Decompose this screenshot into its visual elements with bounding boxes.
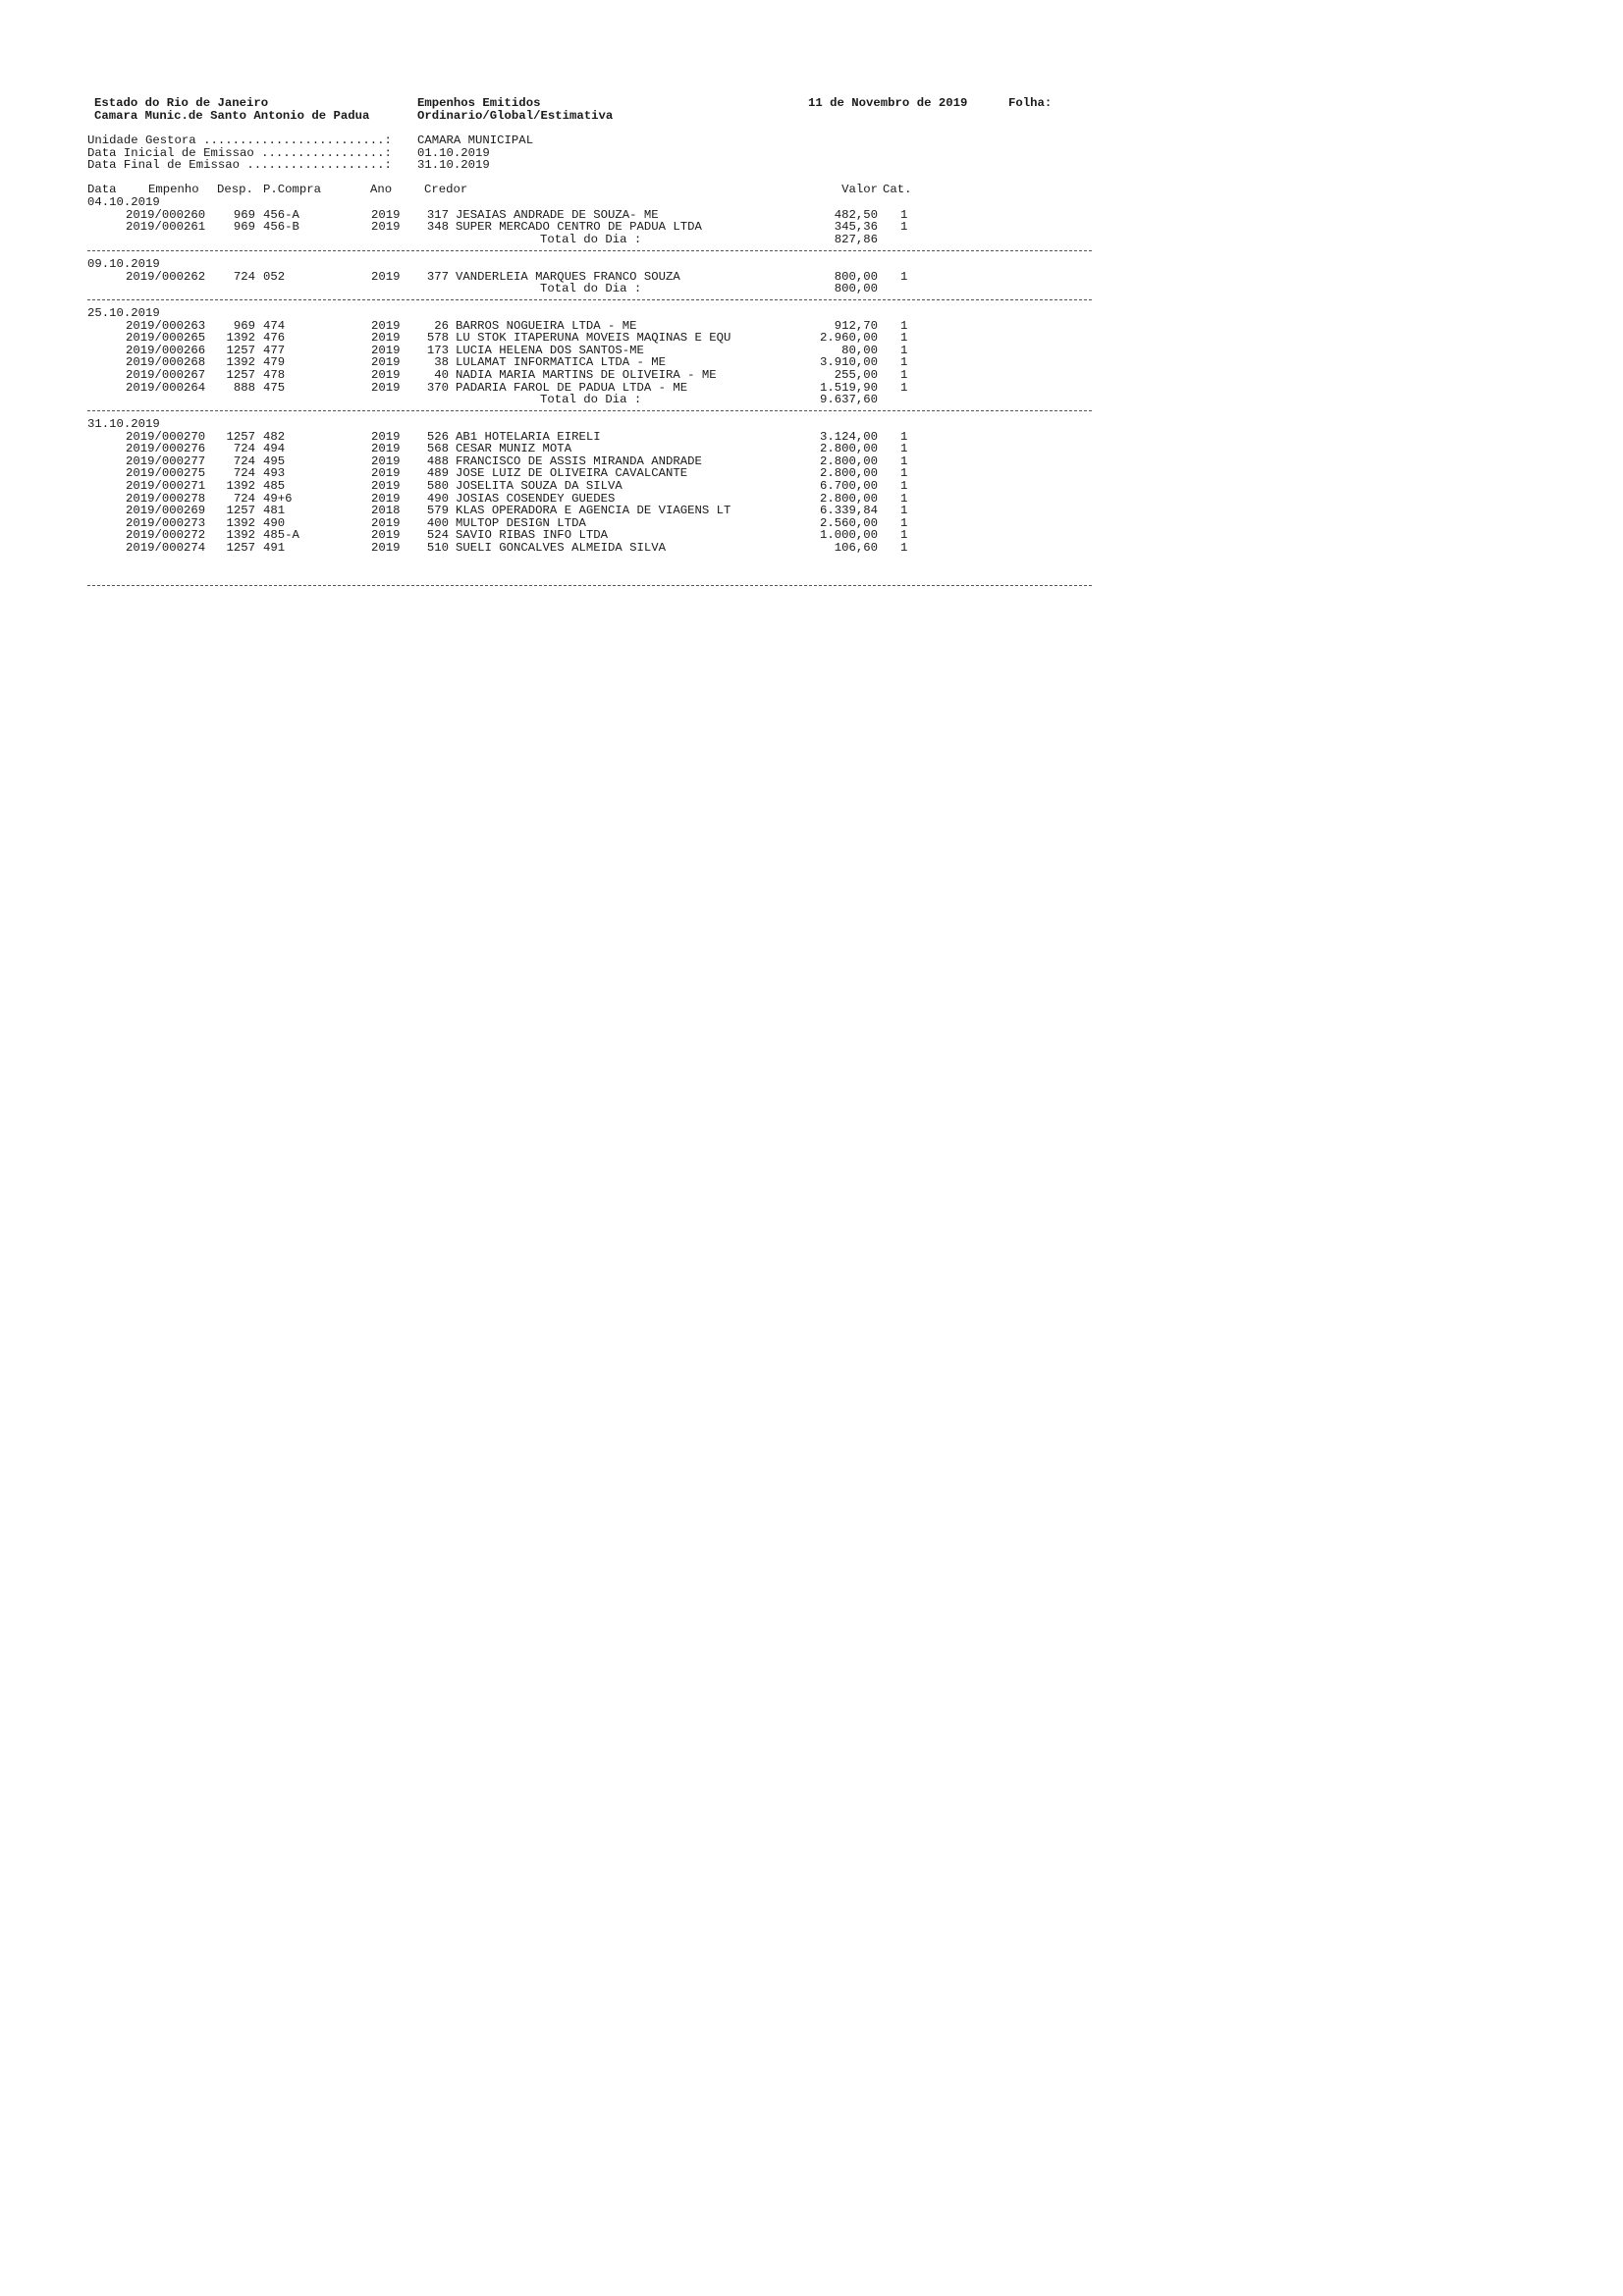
total-label: Total do Dia :	[540, 393, 642, 407]
section-separator	[87, 585, 1092, 586]
ano-value: 2019	[371, 541, 401, 555]
credor-code: 526	[426, 429, 449, 444]
credor-name: PADARIA FAROL DE PADUA LTDA - ME	[456, 380, 688, 395]
pcompra-code: 476	[263, 331, 286, 346]
credor-name: JOSELITA SOUZA DA SILVA	[456, 479, 622, 493]
cat-value: 1	[900, 442, 908, 456]
total-amount: 9.637,60	[819, 393, 878, 407]
col-header-cat: Cat.	[883, 183, 912, 196]
cat-value: 1	[900, 541, 908, 555]
valor-amount: 2.800,00	[819, 454, 878, 468]
credor-code: 317	[426, 207, 449, 222]
cat-value: 1	[900, 355, 908, 370]
cat-value: 1	[900, 207, 908, 222]
valor-amount: 3.910,00	[819, 355, 878, 370]
desp-code: 1257	[226, 504, 255, 518]
ano-value: 2019	[371, 368, 401, 382]
desp-code: 1392	[226, 355, 255, 370]
cat-value: 1	[900, 331, 908, 346]
credor-code: 568	[426, 442, 449, 456]
desp-code: 1257	[226, 541, 255, 555]
cat-value: 1	[900, 479, 908, 493]
pcompra-code: 475	[263, 380, 286, 395]
credor-code: 377	[426, 269, 449, 284]
valor-amount: 2.960,00	[819, 331, 878, 346]
pcompra-code: 456-B	[263, 220, 299, 235]
ano-value: 2019	[371, 207, 401, 222]
empenho-number: 2019/000277	[126, 454, 206, 468]
ano-value: 2018	[371, 504, 401, 518]
pcompra-code: 493	[263, 466, 286, 481]
ano-value: 2019	[371, 331, 401, 346]
folha-label: Folha:	[1008, 96, 1053, 110]
section-separator	[87, 410, 1092, 411]
credor-name: AB1 HOTELARIA EIRELI	[456, 429, 601, 444]
valor-amount: 2.800,00	[819, 491, 878, 506]
valor-amount: 482,50	[834, 207, 878, 222]
credor-code: 510	[426, 541, 449, 555]
desp-code: 1392	[226, 479, 255, 493]
valor-amount: 106,60	[834, 541, 878, 555]
ano-value: 2019	[371, 479, 401, 493]
desp-code: 1392	[226, 515, 255, 530]
credor-name: CESAR MUNIZ MOTA	[456, 442, 572, 456]
credor-name: SUELI GONCALVES ALMEIDA SILVA	[456, 541, 667, 555]
credor-name: BARROS NOGUEIRA LTDA - ME	[456, 318, 637, 333]
empenho-number: 2019/000270	[126, 429, 206, 444]
empenho-number: 2019/000275	[126, 466, 206, 481]
ano-value: 2019	[371, 515, 401, 530]
desp-code: 1257	[226, 429, 255, 444]
empenho-number: 2019/000268	[126, 355, 206, 370]
pcompra-code: 474	[263, 318, 286, 333]
group-date: 09.10.2019	[87, 257, 160, 271]
param-label: Data Final de Emissao ...................:	[87, 158, 400, 173]
credor-name: MULTOP DESIGN LTDA	[456, 515, 586, 530]
pcompra-code: 481	[263, 504, 286, 518]
ano-value: 2019	[371, 220, 401, 235]
empenho-number: 2019/000264	[126, 380, 206, 395]
desp-code: 724	[233, 454, 255, 468]
desp-code: 969	[233, 207, 255, 222]
cat-value: 1	[900, 491, 908, 506]
ano-value: 2019	[371, 454, 401, 468]
valor-amount: 1.000,00	[819, 528, 878, 543]
cat-value: 1	[900, 380, 908, 395]
cat-value: 1	[900, 515, 908, 530]
credor-name: VANDERLEIA MARQUES FRANCO SOUZA	[456, 269, 680, 284]
col-header-valor: Valor	[841, 183, 878, 196]
empenho-number: 2019/000271	[126, 479, 206, 493]
cat-value: 1	[900, 368, 908, 382]
cat-value: 1	[900, 504, 908, 518]
pcompra-code: 477	[263, 343, 286, 357]
cat-value: 1	[900, 429, 908, 444]
ano-value: 2019	[371, 318, 401, 333]
credor-code: 40	[434, 368, 449, 382]
credor-name: SAVIO RIBAS INFO LTDA	[456, 528, 608, 543]
valor-amount: 2.800,00	[819, 466, 878, 481]
total-label: Total do Dia :	[540, 282, 642, 296]
empenho-number: 2019/000262	[126, 269, 206, 284]
pcompra-code: 478	[263, 368, 286, 382]
credor-name: SUPER MERCADO CENTRO DE PADUA LTDA	[456, 220, 702, 235]
empenho-number: 2019/000273	[126, 515, 206, 530]
ano-value: 2019	[371, 355, 401, 370]
credor-code: 400	[426, 515, 449, 530]
pcompra-code: 456-A	[263, 207, 299, 222]
credor-name: LULAMAT INFORMATICA LTDA - ME	[456, 355, 667, 370]
param-value: 31.10.2019	[417, 158, 490, 173]
col-header-desp: Desp.	[217, 183, 253, 196]
ano-value: 2019	[371, 269, 401, 284]
desp-code: 1257	[226, 343, 255, 357]
valor-amount: 800,00	[834, 269, 878, 284]
desp-code: 888	[233, 380, 255, 395]
credor-name: LUCIA HELENA DOS SANTOS-ME	[456, 343, 644, 357]
credor-name: FRANCISCO DE ASSIS MIRANDA ANDRADE	[456, 454, 702, 468]
total-label: Total do Dia :	[540, 232, 642, 246]
desp-code: 969	[233, 220, 255, 235]
empenho-number: 2019/000265	[126, 331, 206, 346]
param-value: CAMARA MUNICIPAL	[417, 133, 534, 147]
ano-value: 2019	[371, 429, 401, 444]
param-label: Unidade Gestora .........................:	[87, 133, 400, 147]
desp-code: 724	[233, 491, 255, 506]
credor-name: JOSE LUIZ DE OLIVEIRA CAVALCANTE	[456, 466, 688, 481]
cat-value: 1	[900, 466, 908, 481]
pcompra-code: 052	[263, 269, 286, 284]
credor-code: 489	[426, 466, 449, 481]
pcompra-code: 479	[263, 355, 286, 370]
desp-code: 1257	[226, 368, 255, 382]
empenho-number: 2019/000261	[126, 220, 206, 235]
empenho-number: 2019/000267	[126, 368, 206, 382]
cat-value: 1	[900, 343, 908, 357]
credor-code: 488	[426, 454, 449, 468]
valor-amount: 2.560,00	[819, 515, 878, 530]
col-header-empenho: Empenho	[148, 183, 199, 196]
valor-amount: 345,36	[834, 220, 878, 235]
cat-value: 1	[900, 454, 908, 468]
col-header-pcompra: P.Compra	[263, 183, 322, 196]
empenho-number: 2019/000274	[126, 541, 206, 555]
group-date: 04.10.2019	[87, 195, 160, 209]
section-separator	[87, 299, 1092, 300]
valor-amount: 2.800,00	[819, 442, 878, 456]
desp-code: 1392	[226, 331, 255, 346]
ano-value: 2019	[371, 343, 401, 357]
total-amount: 800,00	[834, 282, 878, 296]
pcompra-code: 49+6	[263, 491, 293, 506]
pcompra-code: 485	[263, 479, 286, 493]
credor-code: 38	[434, 355, 449, 370]
cat-value: 1	[900, 528, 908, 543]
report-date: 11 de Novembro de 2019	[808, 96, 968, 110]
total-amount: 827,86	[834, 232, 878, 246]
valor-amount: 3.124,00	[819, 429, 878, 444]
empenho-number: 2019/000272	[126, 528, 206, 543]
col-header-data: Data	[87, 183, 117, 196]
empenho-number: 2019/000269	[126, 504, 206, 518]
ano-value: 2019	[371, 442, 401, 456]
report-title: Empenhos Emitidos	[417, 96, 541, 110]
ano-value: 2019	[371, 491, 401, 506]
desp-code: 724	[233, 269, 255, 284]
credor-code: 370	[426, 380, 449, 395]
ano-value: 2019	[371, 380, 401, 395]
credor-code: 26	[434, 318, 449, 333]
empenho-number: 2019/000278	[126, 491, 206, 506]
header-entity: Camara Munic.de Santo Antonio de Padua	[94, 109, 370, 123]
credor-code: 348	[426, 220, 449, 235]
pcompra-code: 491	[263, 541, 286, 555]
param-value: 01.10.2019	[417, 145, 490, 160]
credor-code: 524	[426, 528, 449, 543]
group-date: 25.10.2019	[87, 306, 160, 320]
valor-amount: 80,00	[841, 343, 878, 357]
report-page	[0, 0, 1092, 1544]
desp-code: 724	[233, 442, 255, 456]
desp-code: 1392	[226, 528, 255, 543]
credor-code: 579	[426, 504, 449, 518]
valor-amount: 6.700,00	[819, 479, 878, 493]
valor-amount: 255,00	[834, 368, 878, 382]
credor-code: 578	[426, 331, 449, 346]
pcompra-code: 482	[263, 429, 286, 444]
valor-amount: 912,70	[834, 318, 878, 333]
desp-code: 969	[233, 318, 255, 333]
credor-name: NADIA MARIA MARTINS DE OLIVEIRA - ME	[456, 368, 717, 382]
cat-value: 1	[900, 220, 908, 235]
ano-value: 2019	[371, 528, 401, 543]
credor-code: 490	[426, 491, 449, 506]
col-header-ano: Ano	[370, 183, 393, 196]
param-label: Data Inicial de Emissao .................:	[87, 145, 400, 160]
header-state: Estado do Rio de Janeiro	[94, 96, 269, 110]
pcompra-code: 490	[263, 515, 286, 530]
credor-name: JESAIAS ANDRADE DE SOUZA- ME	[456, 207, 659, 222]
credor-code: 580	[426, 479, 449, 493]
ano-value: 2019	[371, 466, 401, 481]
credor-name: LU STOK ITAPERUNA MOVEIS MAQINAS E EQU	[456, 331, 731, 346]
credor-name: KLAS OPERADORA E AGENCIA DE VIAGENS LT	[456, 504, 731, 518]
pcompra-code: 495	[263, 454, 286, 468]
section-separator	[87, 250, 1092, 251]
desp-code: 724	[233, 466, 255, 481]
empenho-number: 2019/000260	[126, 207, 206, 222]
empenho-number: 2019/000276	[126, 442, 206, 456]
credor-code: 173	[426, 343, 449, 357]
group-date: 31.10.2019	[87, 417, 160, 431]
cat-value: 1	[900, 318, 908, 333]
col-header-credor: Credor	[424, 183, 468, 196]
valor-amount: 1.519,90	[819, 380, 878, 395]
pcompra-code: 485-A	[263, 528, 299, 543]
credor-name: JOSIAS COSENDEY GUEDES	[456, 491, 616, 506]
valor-amount: 6.339,84	[819, 504, 878, 518]
cat-value: 1	[900, 269, 908, 284]
report-subtitle: Ordinario/Global/Estimativa	[417, 109, 614, 123]
empenho-number: 2019/000263	[126, 318, 206, 333]
pcompra-code: 494	[263, 442, 286, 456]
empenho-number: 2019/000266	[126, 343, 206, 357]
